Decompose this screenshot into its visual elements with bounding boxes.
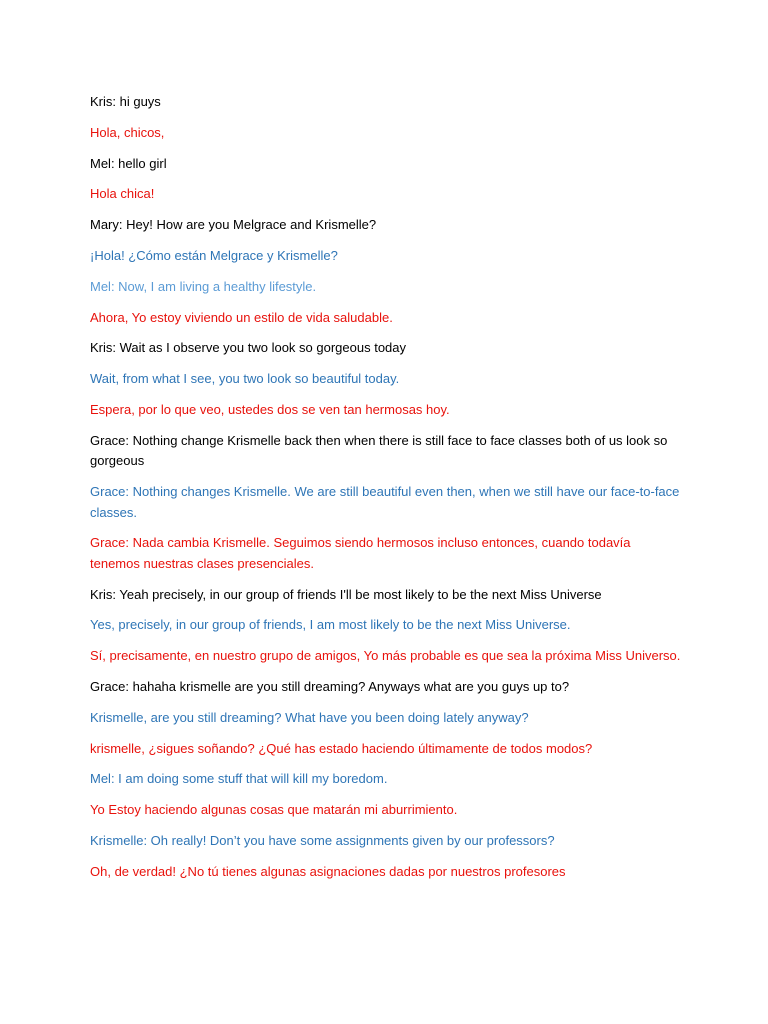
dialogue-line-kris-english: Kris: Yeah precisely, in our group of friends I'll be most likely to be the next Miss Universe xyxy=(90,586,602,602)
dialogue-line-kris-english: Kris: hi guys xyxy=(90,94,161,109)
dialogue-line-mel-english: Mel: Now, I am living a healthy lifestyle. xyxy=(90,278,317,294)
dialogue-line-spanish: Grace: Nada cambia Krismelle. Seguimos siendo hermosos incluso entonces, cuando todavía tenemos nuestras clases presenciales. xyxy=(90,535,631,571)
dialogue-line-mel-english: Mel: hello girl xyxy=(90,155,167,171)
dialogue-line-translation: Wait, from what I see, you two look so beautiful today. xyxy=(90,371,400,387)
dialogue-line-spanish: Yo Estoy haciendo algunas cosas que matarán mi aburrimiento. xyxy=(90,802,458,818)
dialogue-line-translation: Grace: Nothing changes Krismelle. We are still beautiful even then, when we still have our face-to-face classes. xyxy=(90,484,680,520)
dialogue-line-grace-english: Grace: hahaha krismelle are you still dreaming? Anyways what are you guys up to? xyxy=(90,679,570,695)
dialogue-line-spanish: Hola, chicos, xyxy=(90,124,165,140)
dialogue-line-krismelle-english: Krismelle: Oh really! Don’t you have some assignments given by our professors? xyxy=(90,833,555,849)
dialogue-line-kris-english: Kris: Wait as I observe you two look so gorgeous today xyxy=(90,340,407,356)
dialogue-line-grace-english: Grace: Nothing change Krismelle back then when there is still face to face classes both of us look so gorgeous xyxy=(90,432,668,469)
dialogue-line-spanish: Espera, por lo que veo, ustedes dos se ven tan hermosas hoy. xyxy=(90,401,450,417)
dialogue-line-mary-english: Mary: Hey! How are you Melgrace and Krismelle? xyxy=(90,217,377,233)
dialogue-line-translation: Yes, precisely, in our group of friends, I am most likely to be the next Miss Universe. xyxy=(90,617,571,633)
dialogue-body xyxy=(90,92,682,893)
dialogue-line-translation: Krismelle, are you still dreaming? What have you been doing lately anyway? xyxy=(90,709,529,725)
dialogue-line-spanish: Hola chica! xyxy=(90,186,155,202)
dialogue-line-mel-english: Mel: I am doing some stuff that will kill my boredom. xyxy=(90,771,388,787)
dialogue-line-translation: ¡Hola! ¿Cómo están Melgrace y Krismelle? xyxy=(90,247,338,263)
dialogue-line-spanish: Ahora, Yo estoy viviendo un estilo de vida saludable. xyxy=(90,309,393,325)
dialogue-line-spanish: Sí, precisamente, en nuestro grupo de amigos, Yo más probable es que sea la próxima Miss Universo. xyxy=(90,648,681,664)
dialogue-line-spanish: krismelle, ¿sigues soñando? ¿Qué has estado haciendo últimamente de todos modos? xyxy=(90,740,593,756)
dialogue-line-spanish: Oh, de verdad! ¿No tú tienes algunas asignaciones dadas por nuestros profesores xyxy=(90,863,566,879)
